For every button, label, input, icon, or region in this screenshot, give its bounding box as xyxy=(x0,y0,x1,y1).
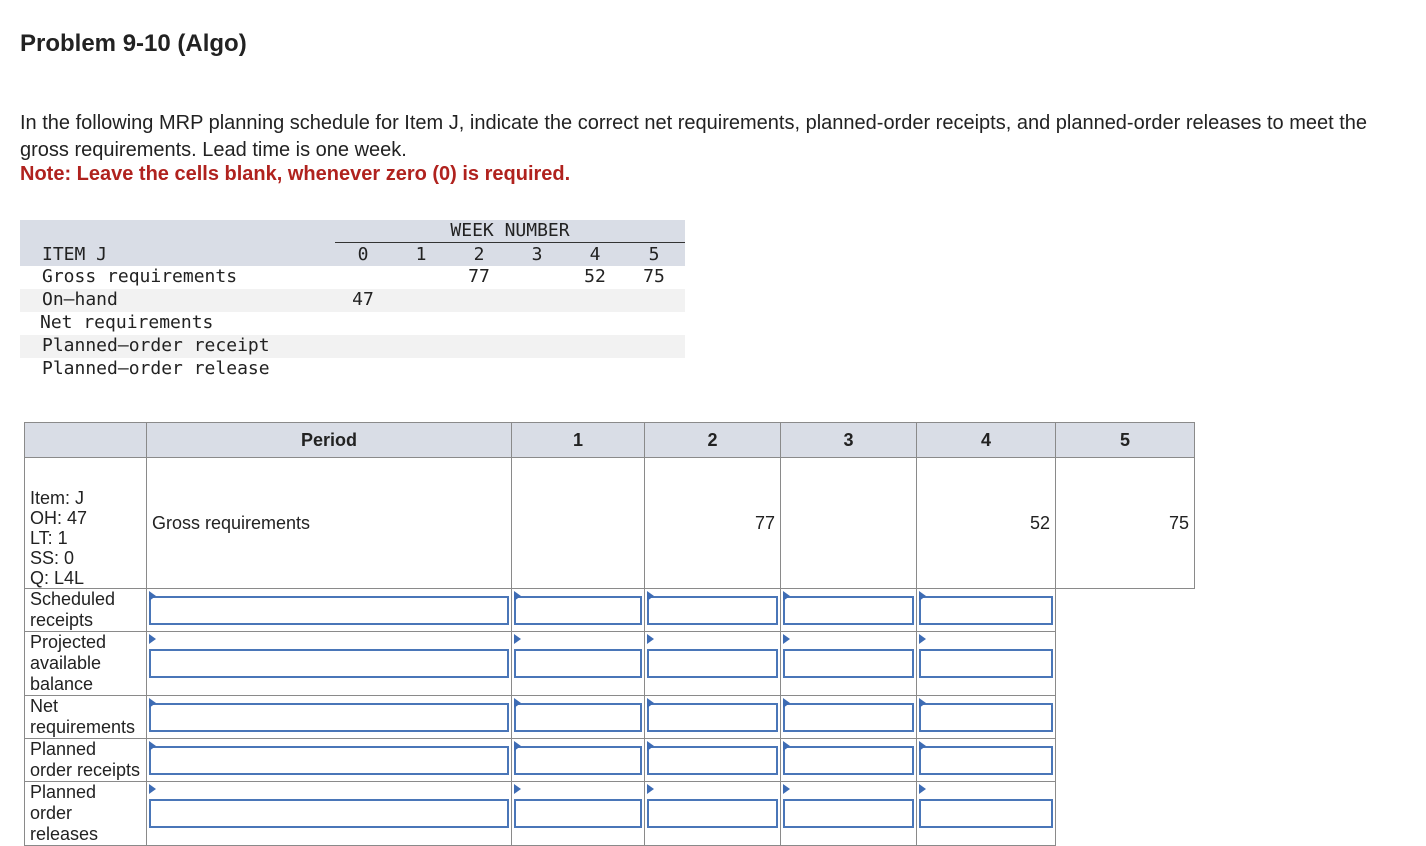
flag-icon xyxy=(514,741,521,751)
week-number-header: WEEK NUMBER xyxy=(450,220,570,241)
input-cell xyxy=(645,589,781,632)
input-cell xyxy=(917,632,1056,696)
flag-icon xyxy=(919,784,926,794)
input-cell xyxy=(781,782,917,846)
week-number: 5 xyxy=(648,244,660,265)
flag-icon xyxy=(647,698,654,708)
problem-title: Problem 9-10 (Algo) xyxy=(20,30,247,57)
net-requirements-period-3-input[interactable] xyxy=(647,703,778,732)
item-info-line: Q: L4L xyxy=(30,568,85,588)
input-cell xyxy=(147,739,512,782)
item-info-line: LT: 1 xyxy=(30,528,68,548)
input-cell xyxy=(512,696,645,739)
gross-requirement-cell: 77 xyxy=(645,458,781,589)
input-cell xyxy=(645,782,781,846)
input-cell xyxy=(147,632,512,696)
flag-icon xyxy=(919,698,926,708)
planned-order-receipts-period-2-input[interactable] xyxy=(514,746,642,775)
flag-icon xyxy=(149,634,156,644)
input-cell xyxy=(645,739,781,782)
flag-icon xyxy=(783,784,790,794)
flag-icon xyxy=(919,634,926,644)
scheduled-receipts-period-2-input[interactable] xyxy=(514,596,642,625)
mrp-table xyxy=(24,422,1195,846)
projected-available-balance-period-3-input[interactable] xyxy=(647,649,778,678)
scheduled-receipts-period-5-input[interactable] xyxy=(919,596,1053,625)
input-cell xyxy=(781,632,917,696)
input-cell xyxy=(512,782,645,846)
input-cell xyxy=(147,589,512,632)
week-number: 0 xyxy=(357,244,369,265)
planned-order-releases-period-3-input[interactable] xyxy=(647,799,778,828)
schedule-row-label: Planned–order receipt xyxy=(42,335,270,356)
scheduled-receipts-period-4-input[interactable] xyxy=(783,596,914,625)
net-requirements-period-5-input[interactable] xyxy=(919,703,1053,732)
flag-icon xyxy=(647,591,654,601)
net-requirements-period-2-input[interactable] xyxy=(514,703,642,732)
gross-requirement-cell xyxy=(512,458,645,589)
planned-order-receipts-period-3-input[interactable] xyxy=(647,746,778,775)
schedule-value: 75 xyxy=(643,266,665,287)
flag-icon xyxy=(647,784,654,794)
row-label: Projected available balance xyxy=(25,632,147,696)
schedule-value: 52 xyxy=(584,266,606,287)
note: Note: Leave the cells blank, whenever zero (0) is required. xyxy=(20,163,571,185)
input-cell xyxy=(147,696,512,739)
input-cell xyxy=(917,782,1056,846)
scheduled-receipts-period-1-input[interactable] xyxy=(149,596,509,625)
item-info xyxy=(25,458,147,589)
period-5: 5 xyxy=(1056,423,1195,458)
planned-order-receipts-period-1-input[interactable] xyxy=(149,746,509,775)
flag-icon xyxy=(783,634,790,644)
flag-icon xyxy=(783,698,790,708)
schedule-value: 77 xyxy=(468,266,490,287)
planned-order-releases-period-2-input[interactable] xyxy=(514,799,642,828)
flag-icon xyxy=(647,634,654,644)
flag-icon xyxy=(514,784,521,794)
input-cell xyxy=(512,632,645,696)
input-cell xyxy=(512,739,645,782)
flag-icon xyxy=(149,784,156,794)
planned-order-receipts-period-5-input[interactable] xyxy=(919,746,1053,775)
input-cell xyxy=(147,782,512,846)
item-label: ITEM J xyxy=(42,244,108,265)
schedule-row-label: Planned–order release xyxy=(42,358,270,379)
row-label: Planned order releases xyxy=(25,782,147,846)
planned-order-receipts-period-4-input[interactable] xyxy=(783,746,914,775)
week-number: 2 xyxy=(473,244,485,265)
projected-available-balance-period-5-input[interactable] xyxy=(919,649,1053,678)
flag-icon xyxy=(783,591,790,601)
flag-icon xyxy=(783,741,790,751)
mrp-schedule-image xyxy=(20,220,685,381)
period-4: 4 xyxy=(917,423,1056,458)
flag-icon xyxy=(149,698,156,708)
gross-requirement-cell: 52 xyxy=(917,458,1056,589)
period-2: 2 xyxy=(645,423,781,458)
item-info-line: SS: 0 xyxy=(30,548,75,568)
input-cell xyxy=(512,589,645,632)
scheduled-receipts-period-3-input[interactable] xyxy=(647,596,778,625)
schedule-row-label: Gross requirements xyxy=(42,266,238,287)
week-number: 3 xyxy=(531,244,543,265)
net-requirements-period-1-input[interactable] xyxy=(149,703,509,732)
input-cell xyxy=(917,739,1056,782)
row-label: Net requirements xyxy=(25,696,147,739)
input-cell xyxy=(781,589,917,632)
flag-icon xyxy=(514,634,521,644)
flag-icon xyxy=(919,741,926,751)
input-cell xyxy=(917,589,1056,632)
planned-order-releases-period-5-input[interactable] xyxy=(919,799,1053,828)
flag-icon xyxy=(149,591,156,601)
period-3: 3 xyxy=(781,423,917,458)
input-cell xyxy=(781,696,917,739)
input-cell xyxy=(645,632,781,696)
row-label: Gross requirements xyxy=(147,458,512,589)
period-header: Period xyxy=(147,423,512,458)
net-requirements-period-4-input[interactable] xyxy=(783,703,914,732)
item-info-line: OH: 47 xyxy=(30,508,88,528)
week-number: 4 xyxy=(589,244,601,265)
schedule-row-label: On–hand xyxy=(42,289,118,310)
week-number: 1 xyxy=(415,244,427,265)
flag-icon xyxy=(514,591,521,601)
input-cell xyxy=(917,696,1056,739)
instructions: In the following MRP planning schedule for Item J, indicate the correct net requirements, planned-order receipts, and planned-order releases to meet the gross requirements. Lead time is one week. xyxy=(20,112,1368,161)
flag-icon xyxy=(514,698,521,708)
period-1: 1 xyxy=(512,423,645,458)
row-label: Planned order receipts xyxy=(25,739,147,782)
flag-icon xyxy=(919,591,926,601)
gross-requirement-cell: 75 xyxy=(1056,458,1195,589)
projected-available-balance-period-4-input[interactable] xyxy=(783,649,914,678)
schedule-row-label: Net requirements xyxy=(40,312,214,333)
projected-available-balance-period-1-input[interactable] xyxy=(149,649,509,678)
gross-requirement-cell xyxy=(781,458,917,589)
row-label: Scheduled receipts xyxy=(25,589,147,632)
input-cell xyxy=(781,739,917,782)
flag-icon xyxy=(149,741,156,751)
flag-icon xyxy=(647,741,654,751)
planned-order-releases-period-1-input[interactable] xyxy=(149,799,509,828)
item-info-line: Item: J xyxy=(30,488,85,508)
input-cell xyxy=(645,696,781,739)
schedule-value: 47 xyxy=(352,289,374,310)
planned-order-releases-period-4-input[interactable] xyxy=(783,799,914,828)
projected-available-balance-period-2-input[interactable] xyxy=(514,649,642,678)
